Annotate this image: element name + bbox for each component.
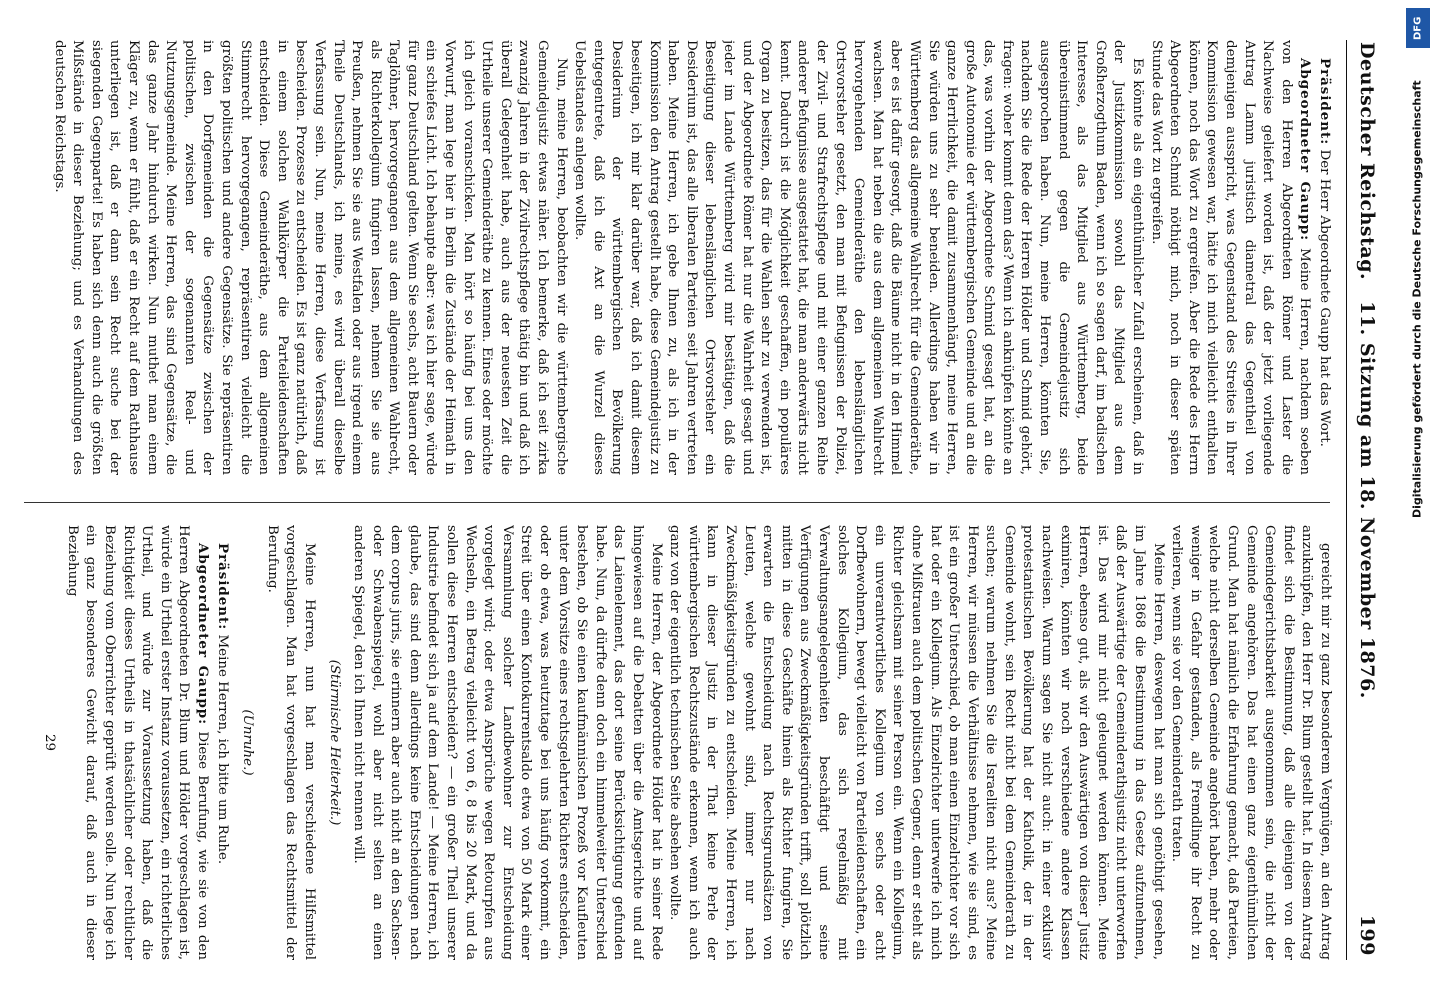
paragraph-text: (Stürmische Heiterkeit.) [326, 659, 342, 826]
session-title: 11. Sitzung am 18. November 1876. [1356, 301, 1378, 699]
signature-mark [40, 525, 59, 960]
stage-direction [238, 525, 257, 960]
paragraph-text: Meine Herren, der Abgeordnete Hölder hat in seiner Rede hingewiesen auf die Debatten über die Amtsgerichte und auf das Laienelement, das dort seine Berücksichtigung gefunden habe. Nun, da dürfte denn doch ein himmelweiter Unterschied bestehen, ob Sie einen kaufmännischen Prozeß vor Kaufleuten unter dem Vorsitze eines rechtsgelehrten Richters entscheiden, oder ob etwa, was heutzutage bei uns häufig vorkommt, ein Streit über einen Kontokurrentsaldo etwa von 50 Mark einer Versammlung solcher Landbewohner zur Entscheidung vorgelegt wird; oder etwa Ansprüche wegen Retourpfen aus Wechseln, ein Betrag vielleicht von 6, 8 bis 20 Mark, und da sollen diese Herren entscheiden? — ein großer Theil unserer Industrie befindet sich ja auf dem Lande! — Meine Herren, ich glaube, das sind denn allerdings keine Entscheidungen nach dem corpus juris, sie erinnern aber auch nicht an den Sachsen- oder Schwabenspiegel, wohl aber nicht selten an einen anderen Spiegel, den ich Ihnen nicht nennen will. [351, 525, 664, 960]
paragraph [1167, 525, 1334, 960]
paragraph [349, 525, 665, 960]
paragraph-text: Diese Berufung, wie sie von den Herren Abgeordneten Dr. Blum und Hölder vorgeschlagen ist, würde ein Urtheil erster Instanz voraussetzen, ein richterliches Urtheil, und würde zur Voraussetzung haben, daß die Richtigkeit dieses Urtheils in thatsächlicher oder rechtlicher Beziehung vom Oberrichter geprüft werden solle. Nun lege ich ein ganz besonderes Gewicht darauf, daß auch in dieser Beziehung [64, 525, 210, 960]
speaker-name: Präsident: [214, 543, 231, 631]
paragraph-text: 29 [42, 733, 58, 752]
speaker-name: Präsident: [1317, 58, 1333, 146]
paragraph [212, 525, 232, 960]
page-number: 199 [1356, 914, 1378, 956]
paragraph [570, 40, 1146, 475]
page-header [1346, 40, 1386, 960]
paragraph [62, 525, 212, 960]
paragraph [49, 40, 570, 475]
dfg-logo: DFG [1406, 8, 1430, 48]
running-title: Deutscher Reichstag. [1356, 42, 1378, 281]
paragraph-text: (Unruhe.) [240, 709, 256, 776]
paragraph-text: gereicht mir zu ganz besonderem Vergnügen, an den Antrag anzuknüpfen, den Herr Dr. Blum gestellt hat. In diesem Antrag findet sich die Bestimmung, daß alle diejenigen von der Gemeindegerichtsbarkeit ausgenommen sein, die nicht der Gemeinde angehören. Das hat einen ganz eigenthümlichen Grund. Man hat nämlich die Erfahrung gemacht, daß Parteien, welche nicht derselben Gemeinde angehört haben, mehr oder weniger in Gefahr gestanden, als Fremdlinge ihr Recht zu verlieren, wenn sie vor den Gemeinderath traten. [1169, 525, 1333, 960]
text-column-right [20, 525, 1334, 960]
stage-direction [324, 525, 343, 960]
text-column-left [20, 40, 1334, 475]
paragraph [1146, 40, 1314, 475]
paragraph-text: Der Herr Abgeordnete Gaupp hat das Wort. [1317, 149, 1332, 447]
paragraph-text: Meine Herren, nun hat man verschiedene Hilfsmittel vorgeschlagen. Man hat vorgeschlagen das Rechtsmittel der Berufung. [264, 525, 317, 960]
paragraph-text: Meine Herren, nachdem soeben von den Herren Abgeordneten Römer und Laster die Nachweise geliefert worden ist, daß der jetzt vorliegende Antrag Lamm juristisch diametral das Gegentheil von demjenigen ausspricht, was Gegenstand des Streites in Ihrer Kommission gewesen war, hätte ich mich vielleicht enthalten können, noch das Wort zu ergreifen. Aber die Rede des Herrn Abgeordneten Schmid nöthigt mich, noch in dieser späten Stunde das Wort zu ergreifen. [1148, 40, 1313, 475]
speaker-name: Abgeordneter Gaupp: [194, 543, 211, 726]
speaker-name: Abgeordneter Gaupp: [1297, 58, 1314, 242]
paragraph [262, 525, 318, 960]
paragraph-text: Meine Herren, deswegen hat man sich genöthigt gesehen, im Jahre 1868 die Bestimmung in das Gesetz aufzunehmen, daß der Auswärtige der Gemeinderathsjustiz nicht unterworfen ist. Das wird mir nicht geleugnet werden können. Meine Herren, ebenso gut, als wir den Auswärtigen von dieser Justiz eximiren, könnten wir noch verschiedene andere Klassen nachweisen. Warum sagen Sie nicht auch: in einer exklusiv protestantischen Bevölkerung hat der Katholik, der in der Gemeinde wohnt, sein Recht nicht bei dem Gemeinderath zu suchen; warum nehmen Sie die Israeliten nicht aus? Meine Herren, wir müssen die Verhältnisse nehmen, wie sie sind, es ist ein großer Unterschied, ob man einen Einzelrichter vor sich hat oder ein Kollegium. Als Einzelrichter unterwerfe ich mich ohne Mißtrauen auch dem politischen Gegner, denn er steht als Richter gleichsam mit seiner Person ein. Wenn ein Kollegium, ein unverantwortliches Kollegium von sechs oder acht Dorfbewohnern, bewegt vielleicht von Parteileidenschaften, ein solches Kollegium, das sich regelmäßig mit Verwaltungsangelegenheiten beschäftigt und seine Verfügungen aus Zweckmäßigkeitsgründen trifft, soll plötzlich mitten in diese Geschäfte hinein als Richter fungiren, Sie erwarten die Entscheidung nach Rechtsgrundsätzen von Leuten, welche gewohnt sind, immer nur nach Zweckmäßigkeitsgründen zu entscheiden. Meine Herren, ich kann in dieser Justiz in der That keine Perle der württembergischen Rechtszustände erkennen, wenn ich auch ganz von der eigentlich technischen Seite absehen wollte. [667, 525, 1166, 960]
paragraph-text: Nun, meine Herren, beobachten wir die württembergische Gemeindejustiz etwas näher. Ich bemerke, daß ich seit zirka zwanzig Jahren in der Zivilrechtspflege thätig bin und daß ich überall Gelegenheit habe, auch aus der neuesten Zeit die Urtheile unserer Gemeinderäthe zu kennen. Eines oder möchte ich gleich voranschicken. Man hört so häufig bei uns den Vorwurf, man lege hier in Berlin die Zustände der Heimath in ein schiefes Licht. Ich behaupte aber: was ich hier sage, würde für ganz Deutschland gelten. Wenn Sie sechs, acht Bauern oder Taglöhner, hervorgegangen aus dem allgemeinen Wahlrecht, als Richterkollegium fungiren lassen, nehmen Sie sie aus Preußen, nehmen Sie sie aus Westfalen oder aus irgend einem Theile Deutschlands, ich meine, es wird überall dieselbe Verfassung sein. Nun, meine Herren, diese Verfassung ist bescheiden. Prozesse zu entscheiden. Es ist ganz natürlich, daß in einem solchen Wahlkörper die Parteileidenschaften entscheiden. Diese Gemeinderäthe, aus dem allgemeinen Stimmrecht hervorgegangen, repräsentiren vielleicht die größten politischen und andere Gegensätze. Sie repräsentiren in den Dorfgemeinden die Gegensätze zwischen der politischen, zwischen der sogenannten Real- und Nutzungsgemeinde. Meine Herren, das sind Gegensätze, die das ganze Jahr hindurch wirken. Nun muthet man einem Kläger zu, wenn er fühlt, daß er ein Recht auf dem Rathhause unterliegen ist, daß er dann sein Recht suche bei der siegenden Gegenpartei! Es haben sich denn auch die größten Mißstände in dieser Beziehung; und es Verhandlungen des deutschen Reichstags. [51, 40, 569, 475]
paragraph [1314, 40, 1334, 475]
column-divider [24, 502, 1330, 503]
paragraph [665, 525, 1167, 960]
paragraph-text: Meine Herren, ich bitte um Ruhe. [214, 634, 230, 865]
paragraph-text: Es könnte als ein eigenthümlicher Zufall erscheinen, daß in der Justizkommission sowohl das Mitglied aus dem Großherzogthum Baden, wenn ich so sagen darf, im badischen Interesse, als das Mitglied aus Württemberg, beide übereinstimmend gegen die Gemeindejustiz sich ausgesprochen haben. Nun, meine Herren, könnten Sie, nachdem Sie die Rede der Herren Hölder und Schmid gehört, fragen: woher kommt denn das? Wenn ich anknüpfen könnte an das, was vorhin der Abgeordnete Schmid gesagt hat, an die große Autonomie der württembergischen Gemeinde und an die ganze Herrlichkeit, die damit zusammenhängt, meine Herren, Sie würden uns zu sehr beneiden. Allerdings haben wir in Württemberg das allgemeine Wahlrecht für die Gemeinderäthe, aber es ist dafür gesorgt, daß die Bäume nicht in den Himmel wachsen. Man hat neben die aus dem allgemeinen Wahlrecht hervorgehenden Gemeinderäthe den lebenslänglichen Ortsvorsteher gesetzt, den man mit Befugnissen der Polizei, der Zivil- und Strafrechtspflege und mit einer ganzen Reihe anderer Befugnisse ausgestattet hat, die man anderwärts nicht kennt. Dadurch ist die Möglichkeit geschaffen, ein populäres Organ zu besitzen, das für die Wahlen sehr zu verwenden ist, und der Abgeordnete Römer hat nur die Wahrheit gesagt und jeder im Lande Württemberg wird mir bestätigen, daß die Beseitigung dieser lebenslänglichen Ortsvorsteher ein Desiderium ist, das alle liberalen Parteien seit Jahren vertreten haben. Meine Herren, ich gebe Ihnen zu, als ich in der Kommission den Antrag gestellt habe, diese Gemeindejustiz zu beseitigen, ich mir klar darüber war, daß ich damit diesem Desiderium der württembergischen Bevölkerung entgegentrete, daß ich die Axt an die Wurzel dieses Uebelstandes anlegen wollte. [572, 40, 1146, 475]
digitization-credit: Digitalisierung gefördert durch die Deutsche Forschungsgemeinschaft [1410, 80, 1424, 518]
